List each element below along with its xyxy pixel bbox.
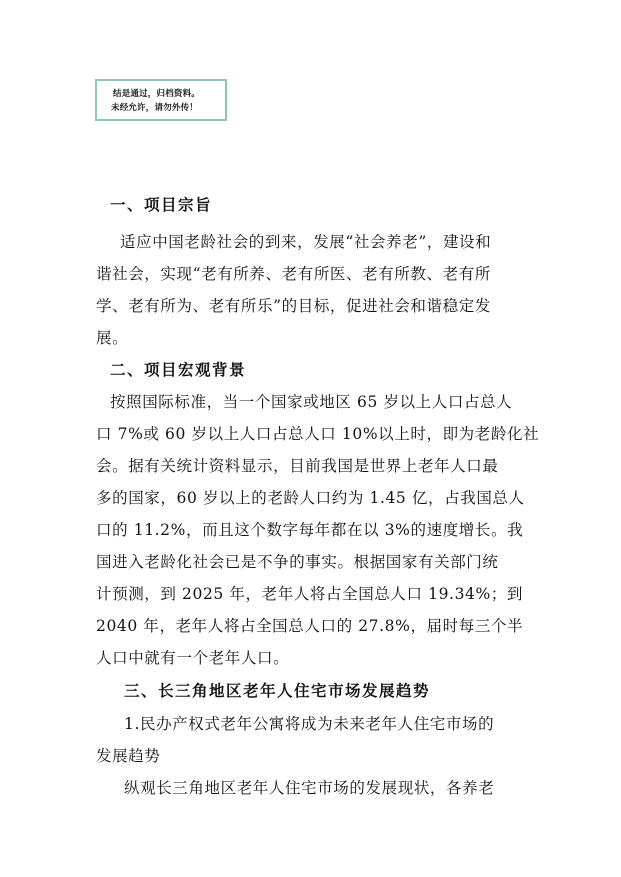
paragraph-line: 多的国家，60 岁以上的老龄人口约为 1.45 亿，占我国总人 [96,489,525,507]
stamp-line-2: 未经允许，请勿外传！ [111,103,199,113]
paragraph-line: 纵观长三角地区老年人住宅市场的发展现状，各养老 [124,779,495,797]
section-heading-1: 一、项目宗旨 [110,196,213,214]
paragraph-line: 国进入老龄化社会已是不争的事实。根据国家有关部门统 [96,553,499,571]
paragraph-line: 口的 11.2%，而且这个数字每年都在以 3%的速度增长。我 [96,521,524,539]
paragraph-line: 会。据有关统计资料显示，目前我国是世界上老年人口最 [96,457,499,475]
paragraph-line: 学、老有所为、老有所乐”的目标，促进社会和谐稳定发 [96,297,491,315]
confidential-stamp-box [95,79,227,121]
stamp-line-1: 结是通过，归档资料。 [113,89,201,99]
paragraph-line: 发展趋势 [96,747,161,765]
paragraph-line: 1.民办产权式老年公寓将成为未来老年人住宅市场的 [124,715,495,733]
section-heading-2: 二、项目宏观背景 [110,361,247,379]
section-heading-3: 三、长三角地区老年人住宅市场发展趋势 [124,682,431,700]
paragraph-line: 适应中国老龄社会的到来，发展“社会养老”，建设和 [120,233,492,251]
paragraph-line: 口 7%或 60 岁以上人口占总人口 10%以上时，即为老龄化社 [96,425,540,443]
paragraph-line: 展。 [96,329,129,347]
paragraph-line: 谐社会，实现“老有所养、老有所医、老有所教、老有所 [96,265,491,283]
paragraph-line: 计预测，到 2025 年，老年人将占全国总人口 19.34%；到 [96,585,524,603]
paragraph-line: 按照国际标准，当一个国家或地区 65 岁以上人口占总人 [110,393,513,411]
paragraph-line: 人口中就有一个老年人口。 [96,649,290,667]
paragraph-line: 2040 年，老年人将占全国总人口的 27.8%，届时每三个半 [96,617,524,635]
